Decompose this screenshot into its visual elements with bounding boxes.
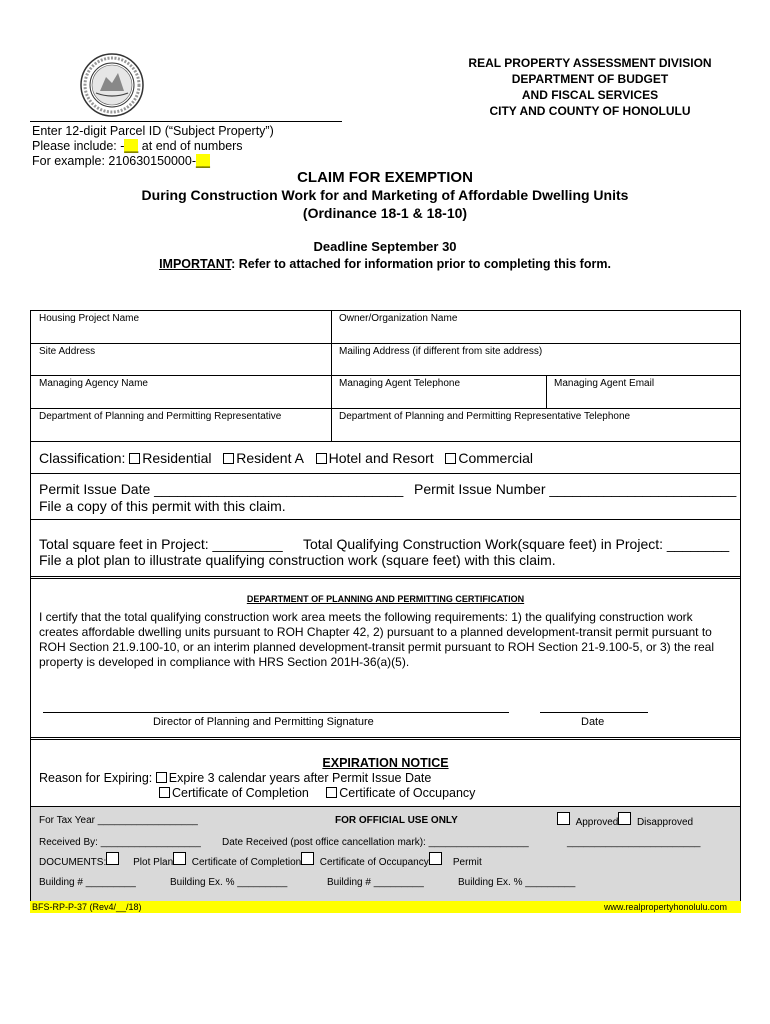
header-line: AND FISCAL SERVICES: [521, 88, 659, 102]
tax-year-field[interactable]: For Tax Year __________________: [39, 815, 198, 826]
parcel-line-3: For example: 210630150000-__: [32, 154, 210, 168]
website-link[interactable]: www.realpropertyhonolulu.com: [603, 902, 727, 912]
expiration-heading: EXPIRATION NOTICE: [322, 756, 449, 770]
important-note: IMPORTANT: Refer to attached for information prior to completing this form.: [159, 257, 611, 271]
mailing-address-field[interactable]: Mailing Address (if different from site address): [339, 346, 543, 357]
permit-label: Permit: [452, 857, 482, 868]
date-received-field[interactable]: Date Received (post office cancellation mark): __________________: [222, 837, 529, 848]
cert-completion-option: Certificate of Completion: [172, 786, 309, 800]
date-label: Date: [581, 716, 605, 728]
documents-label: DOCUMENTS:: [39, 857, 107, 868]
checkbox[interactable]: [316, 453, 327, 464]
plot-plan-label: Plot Plan: [133, 857, 174, 868]
dpp-rep-phone-field[interactable]: Department of Planning and Permitting Representative Telephone: [339, 411, 631, 422]
building-number-1[interactable]: Building # _________: [39, 877, 136, 888]
option-resident-a: Resident A: [236, 450, 304, 466]
option-residential: Residential: [142, 450, 212, 466]
checkbox[interactable]: [618, 812, 631, 825]
agent-email-field[interactable]: Managing Agent Email: [554, 378, 655, 389]
checkbox[interactable]: [156, 772, 167, 783]
expiration-reason-label: Reason for Expiring:: [39, 771, 156, 785]
managing-agency-field[interactable]: Managing Agency Name: [39, 378, 148, 389]
agency-header: [440, 55, 740, 119]
building-number-2[interactable]: Building # _________: [327, 877, 424, 888]
permit-row: [31, 473, 740, 519]
header-line: DEPARTMENT OF BUDGET: [511, 72, 669, 86]
checkbox[interactable]: [223, 453, 234, 464]
qualifying-sqft[interactable]: Total Qualifying Construction Work(square feet) in Project: ________: [303, 536, 730, 552]
date-line[interactable]: [540, 712, 648, 713]
date-received-line[interactable]: ________________________: [567, 837, 701, 848]
owner-org-field[interactable]: Owner/Organization Name: [339, 313, 458, 324]
header-line: REAL PROPERTY ASSESSMENT DIVISION: [468, 56, 712, 70]
dpp-rep-field[interactable]: Department of Planning and Permitting Representative: [39, 411, 282, 422]
certification-section: [31, 576, 740, 737]
checkbox[interactable]: [326, 787, 337, 798]
plot-plan-note: File a plot plan to illustrate qualifying construction work (square feet) with this claim.: [39, 552, 556, 568]
cert-completion-label: Certificate of Completion: [191, 857, 302, 868]
form-footer: [30, 901, 741, 913]
checkbox[interactable]: [301, 852, 314, 865]
received-by-field[interactable]: Received By: __________________: [39, 837, 201, 848]
checkbox[interactable]: [557, 812, 570, 825]
site-address-field[interactable]: Site Address: [39, 346, 96, 357]
sqft-row: [31, 519, 740, 576]
claim-form: [30, 310, 741, 905]
disapproved-label: Disapproved: [636, 817, 694, 828]
header-line: CITY AND COUNTY OF HONOLULU: [489, 104, 691, 118]
housing-project-field[interactable]: Housing Project Name: [39, 313, 140, 324]
expiration-section: [31, 737, 740, 806]
building-ex-2[interactable]: Building Ex. % _________: [458, 877, 576, 888]
permit-issue-number[interactable]: Permit Issue Number ________________________: [414, 481, 737, 497]
signature-label: Director of Planning and Permitting Signature: [153, 716, 374, 728]
form-title: CLAIM FOR EXEMPTION: [297, 169, 473, 186]
checkbox[interactable]: [173, 852, 186, 865]
parcel-line-2: Please include: -__ at end of numbers: [32, 139, 243, 153]
parcel-line-1: Enter 12-digit Parcel ID (“Subject Property”): [32, 124, 274, 138]
building-ex-1[interactable]: Building Ex. % _________: [170, 877, 288, 888]
classification-label: Classification:: [39, 450, 130, 466]
approved-label: Approved: [575, 817, 619, 828]
highlight-blank: __: [196, 154, 210, 168]
cert-occupancy-option: Certificate of Occupancy: [339, 786, 476, 800]
expire-3-years-option: Expire 3 calendar years after Permit Issue Date: [168, 771, 432, 785]
checkbox[interactable]: [159, 787, 170, 798]
checkbox[interactable]: [429, 852, 442, 865]
checkbox[interactable]: [445, 453, 456, 464]
certification-text: I certify that the total qualifying construction work area meets the following requirements: 1) the qualifying construction work creates affordable dwelling units pursuant to ROH Chapter 42, 2) pursuant to a planned development-transit permit pursuant to ROH Section 21.9.100-10, or an interim planned development-transit permit pursuant to ROH Section 21-9.100-5, or 3) the real property is developed in compliance with HRS Section 201H-36(a)(5).: [39, 610, 715, 669]
city-county-seal: [80, 53, 144, 117]
signature-line[interactable]: [43, 712, 509, 713]
total-sqft[interactable]: Total square feet in Project: _________: [39, 536, 283, 552]
parcel-instructions: [32, 124, 274, 169]
ordinance-label: (Ordinance 18-1 & 18-10): [302, 205, 468, 221]
highlight-blank: __: [124, 139, 139, 153]
permit-copy-note: File a copy of this permit with this claim.: [39, 498, 286, 514]
classification-row: [31, 441, 740, 473]
deadline-label: Deadline September 30: [313, 239, 457, 254]
form-id: BFS-RP-P-37 (Rev4/__/18): [32, 902, 142, 912]
checkbox[interactable]: [129, 453, 140, 464]
cert-occupancy-label: Certificate of Occupancy: [319, 857, 429, 868]
option-hotel-resort: Hotel and Resort: [328, 450, 434, 466]
official-use-label: FOR OFFICIAL USE ONLY: [335, 815, 458, 826]
checkbox[interactable]: [106, 852, 119, 865]
option-commercial: Commercial: [458, 450, 534, 466]
parcel-id-line[interactable]: [30, 121, 342, 122]
official-use-section: [31, 806, 740, 904]
form-subtitle: During Construction Work for and Marketing of Affordable Dwelling Units: [141, 187, 629, 203]
certification-heading: DEPARTMENT OF PLANNING AND PERMITTING CERTIFICATION: [246, 594, 525, 604]
permit-issue-date[interactable]: Permit Issue Date ________________________________: [39, 481, 404, 497]
agent-phone-field[interactable]: Managing Agent Telephone: [339, 378, 461, 389]
